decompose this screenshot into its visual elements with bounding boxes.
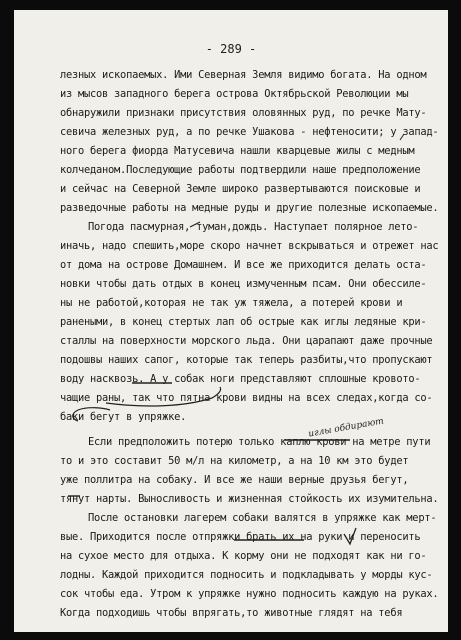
handwritten-note: иглы обдирают <box>307 416 385 440</box>
page-number: - 289 - <box>205 42 257 56</box>
text-line: Когда подходишь чтобы впрягать,то животные глядят на тебя <box>60 607 403 619</box>
text-line: и сейчас на Северной Земле широко развертываются поисковые и <box>60 183 421 195</box>
text-line: иначь, надо спешить,море скоро начнет вскрываться и отрежет нас <box>60 240 439 252</box>
text-line: Если предположить потерю только каплю крови на метре пути <box>88 436 431 448</box>
text-line: то и это составит 50 м/л на километр, а на 10 км это будет <box>60 455 409 467</box>
text-line: новки чтобы дать отдых в конец измученным псам. Они обессиле- <box>60 278 427 290</box>
text-line: ранеными, в конец стертых лап об острые как иглы ледяные кри- <box>60 316 427 328</box>
text-line: чащие раны, так что пятна крови видны на всех следах,когда со- <box>60 392 433 404</box>
text-line: После остановки лагерем собаки валятся в упряжке как мерт- <box>88 512 437 524</box>
text-line: ны не работой,которая не так уж тяжела, а потерей крови и <box>60 297 403 309</box>
text-line: уже поллитра на собаку. И все же наши верные друзья бегут, <box>60 474 409 486</box>
text-line: разведочные работы на медные руды и другие полезные ископаемые. <box>60 202 439 214</box>
text-line: из мысов западного берега острова Октябрьской Революции мы <box>60 88 409 100</box>
text-line: сок чтобы еда. Утром к упряжке нужно подносить каждую на руках. <box>60 588 439 600</box>
text-line: подошвы наших сапог, которые так теперь разбиты,что пропускают <box>60 354 433 366</box>
text-line: ного берега фиорда Матусевича нашли кварцевые жилы с медным <box>60 145 415 157</box>
text-line: на сухое место для отдыха. К корму они не подходят как ни го- <box>60 550 427 562</box>
text-line: севича железных руд, а по речке Ушакова - нефтеносити; у запад- <box>60 126 439 138</box>
text-line: тянут нарты. Выносливость и жизненная стойкость их изумительна. <box>60 493 439 505</box>
text-line: от дома на острове Домашнем. И все же приходится делать оста- <box>60 259 427 271</box>
text-line: баки бегут в упряжке. <box>60 411 187 423</box>
text-line: колчеданом.Последующие работы подтвердили наше предположение <box>60 164 421 176</box>
document-page <box>14 10 448 632</box>
text-line: сталлы на поверхности морского льда. Они царапают даже прочные <box>60 335 433 347</box>
text-line: обнаружили признаки присутствия оловянных руд, по речке Мату- <box>60 107 427 119</box>
text-line: Погода пасмурная, туман,дождь. Наступает полярное лето- <box>88 221 419 233</box>
text-line: воду насквозь. А у собак ноги представляют сплошные кровото- <box>60 373 421 385</box>
text-line: вые. Приходится после отпряжки брать их на руки и переносить <box>60 531 421 543</box>
text-line: лодны. Каждой приходится подносить и подкладывать у морды кус- <box>60 569 433 581</box>
text-line: лезных ископаемых. Ими Северная Земля видимо богата. На одном <box>60 69 427 81</box>
typed-text <box>60 66 440 623</box>
